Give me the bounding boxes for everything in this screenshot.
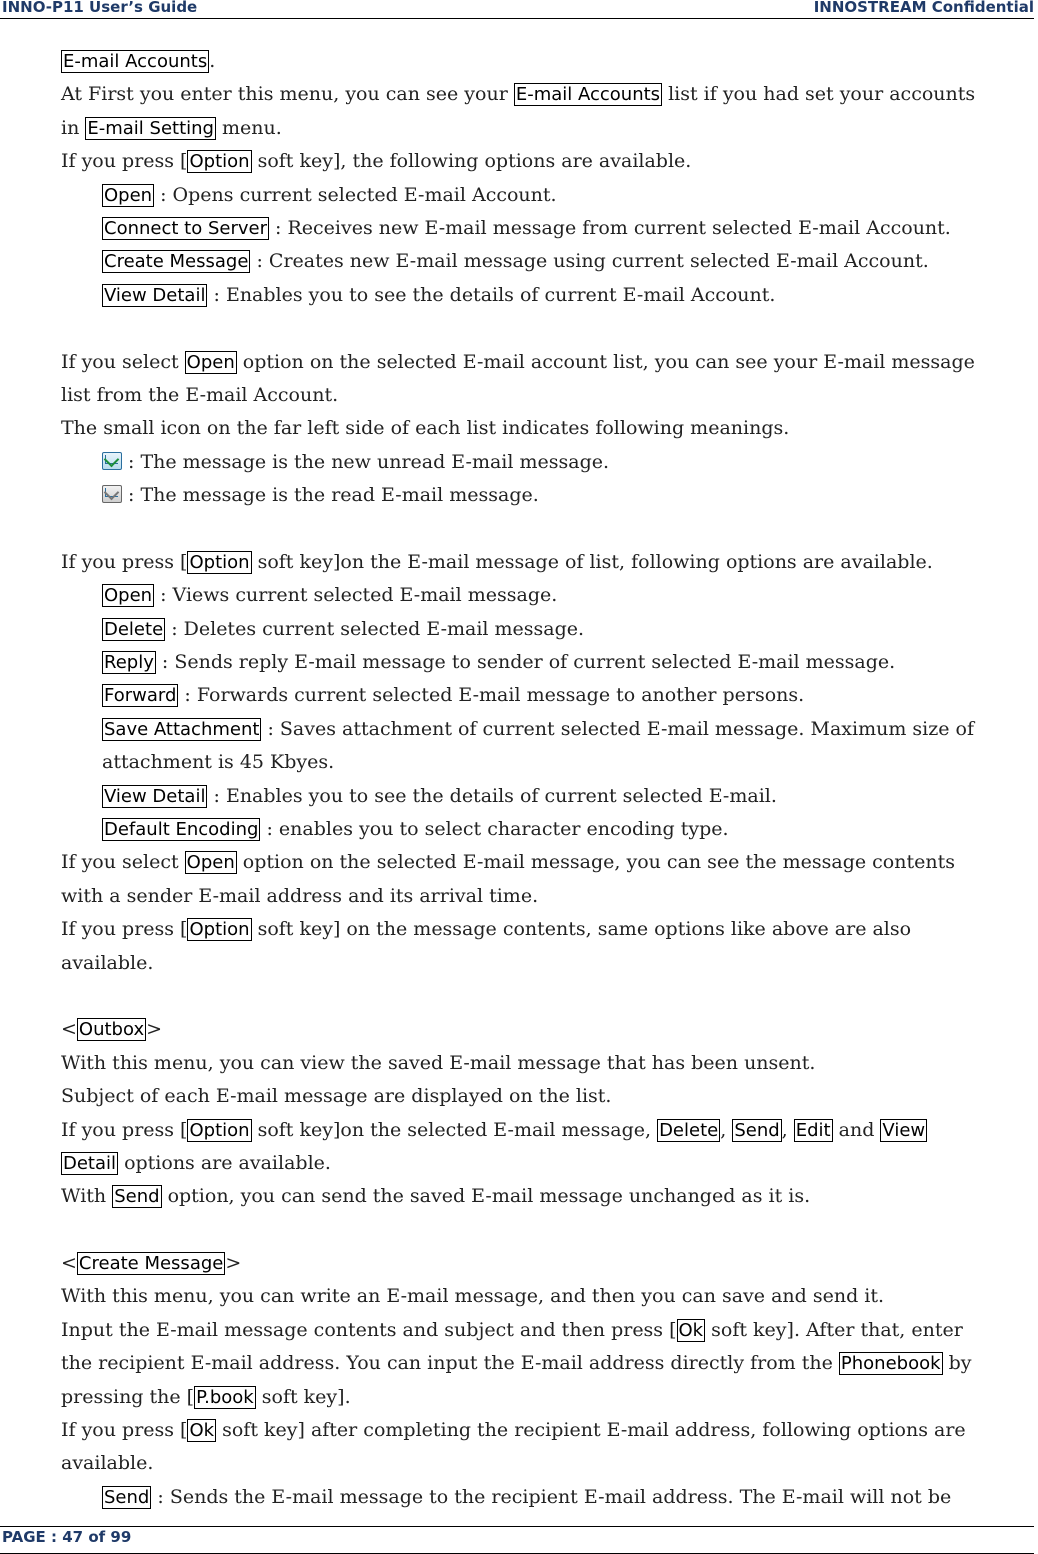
paragraph-line: If you press [ Ok soft key] after completing the recipient E-mail address, following options are <box>61 1419 966 1442</box>
option-key-term: Option <box>189 151 250 173</box>
option-item: Reply : Sends reply E-mail message to sender of current selected E-mail message. <box>104 651 896 674</box>
unread-mail-icon <box>102 452 122 470</box>
paragraph-line: available. <box>61 951 154 974</box>
option-label: Save Attachment <box>104 718 260 740</box>
option-item: Send : Sends the E-mail message to the recipient E-mail address. The E-mail will not be <box>104 1485 952 1508</box>
open-term: Open <box>186 852 235 874</box>
ok-key-term: Ok <box>678 1319 704 1341</box>
option-item: Delete : Deletes current selected E-mail message. <box>104 617 585 640</box>
blank-line <box>61 512 1036 545</box>
option-item: Save Attachment : Saves attachment of current selected E-mail message. Maximum size of <box>104 717 974 740</box>
section-heading-create-message: < Create Message > <box>61 1252 242 1275</box>
section-heading-email-accounts: E-mail Accounts . <box>63 50 216 72</box>
option-label: Delete <box>104 618 164 640</box>
blank-line <box>61 980 1036 1013</box>
paragraph-line: Subject of each E-mail message are displayed on the list. <box>61 1085 612 1108</box>
paragraph-line: With Send option, you can send the saved E-mail message unchanged as it is. <box>61 1185 811 1208</box>
option-item: Default Encoding : enables you to select character encoding type. <box>104 817 729 840</box>
option-label: Create Message <box>104 251 249 273</box>
paragraph-line: The small icon on the far left side of each list indicates following meanings. <box>61 417 790 440</box>
document-title: INNO-P11 User’s Guide <box>2 0 198 16</box>
ok-key-term: Ok <box>189 1420 215 1442</box>
page-number: PAGE : 47 of 99 <box>2 1528 132 1546</box>
option-item: Open : Views current selected E-mail message. <box>104 584 558 607</box>
phonebook-term: Phonebook <box>840 1353 941 1375</box>
paragraph-line: the recipient E-mail address. You can input the E-mail address directly from the Phonebook by <box>61 1352 972 1375</box>
option-item: Create Message : Creates new E-mail message using current selected E-mail Account. <box>104 250 929 273</box>
option-label: Forward <box>104 685 177 707</box>
send-term: Send <box>734 1119 780 1141</box>
option-item: View Detail : Enables you to see the details of current selected E-mail. <box>104 784 777 807</box>
detail-term: Detail <box>63 1152 117 1174</box>
paragraph-line: available. <box>61 1452 154 1475</box>
paragraph-line: With this menu, you can write an E-mail message, and then you can save and send it. <box>61 1285 885 1308</box>
option-item: Forward : Forwards current selected E-mail message to another persons. <box>104 684 805 707</box>
pbook-key-term: P.book <box>196 1386 254 1408</box>
option-label: View Detail <box>104 284 206 306</box>
paragraph-line: If you select Open option on the selected E-mail message, you can see the message contents <box>61 851 955 874</box>
paragraph-line: Input the E-mail message contents and subject and then press [ Ok soft key]. After that, enter <box>61 1318 963 1341</box>
paragraph-line: With this menu, you can view the saved E-mail message that has been unsent. <box>61 1051 816 1074</box>
paragraph-line: Detail options are available. <box>63 1151 331 1174</box>
option-label: Send <box>104 1486 150 1508</box>
document-body <box>61 45 1036 1514</box>
blank-line <box>61 1214 1036 1247</box>
option-item: Connect to Server : Receives new E-mail message from current selected E-mail Account. <box>104 216 951 239</box>
create-message-heading: Create Message <box>78 1253 224 1275</box>
option-item: Open : Opens current selected E-mail Account. <box>104 183 557 206</box>
section-heading-outbox: < Outbox > <box>61 1018 163 1041</box>
option-label: Reply <box>104 652 154 674</box>
view-term: View <box>882 1119 926 1141</box>
confidential-label: INNOSTREAM Confidential <box>813 0 1034 16</box>
option-item: View Detail : Enables you to see the details of current E-mail Account. <box>104 283 776 306</box>
option-label: Open <box>104 585 153 607</box>
email-accounts-term: E-mail Accounts <box>515 84 661 106</box>
option-label: Open <box>104 184 153 206</box>
option-key-term: Option <box>189 919 250 941</box>
paragraph-line: If you select Open option on the selected E-mail account list, you can see your E-mail message <box>61 350 975 373</box>
option-key-term: Option <box>189 1119 250 1141</box>
send-term: Send <box>114 1186 160 1208</box>
paragraph-line: in E-mail Setting menu. <box>61 116 282 139</box>
email-accounts-heading: E-mail Accounts <box>63 51 208 72</box>
icon-legend-item: : The message is the new unread E-mail message. <box>61 446 1036 479</box>
option-label: View Detail <box>104 785 206 807</box>
page-header <box>0 0 1034 19</box>
paragraph-line: If you press [ Option soft key]on the selected E-mail message, Delete , Send , Edit and View <box>61 1118 926 1141</box>
option-key-term: Option <box>189 551 250 573</box>
outbox-heading: Outbox <box>78 1019 145 1041</box>
paragraph-line: If you press [ Option soft key] on the message contents, same options like above are also <box>61 918 912 941</box>
paragraph-line: If you press [ Option soft key]on the E-mail message of list, following options are available. <box>61 550 933 573</box>
blank-line <box>61 312 1036 345</box>
edit-term: Edit <box>795 1119 831 1141</box>
delete-term: Delete <box>659 1119 719 1141</box>
option-label: Default Encoding <box>104 818 259 840</box>
option-label: Connect to Server <box>104 217 267 239</box>
page-footer <box>0 1526 1034 1554</box>
paragraph-line: If you press [ Option soft key], the following options are available. <box>61 150 692 173</box>
option-item-continued: attachment is 45 Kbyes. <box>102 751 335 774</box>
read-mail-icon <box>102 485 122 503</box>
paragraph-line: with a sender E-mail address and its arrival time. <box>61 884 539 907</box>
icon-legend-item: : The message is the read E-mail message. <box>61 479 1036 512</box>
open-term: Open <box>186 351 235 373</box>
paragraph-line: pressing the [ P.book soft key]. <box>61 1385 351 1408</box>
paragraph-line: list from the E-mail Account. <box>61 383 339 406</box>
paragraph-line: At First you enter this menu, you can see your E-mail Accounts list if you had set your accounts <box>61 83 976 106</box>
email-setting-term: E-mail Setting <box>87 117 214 139</box>
